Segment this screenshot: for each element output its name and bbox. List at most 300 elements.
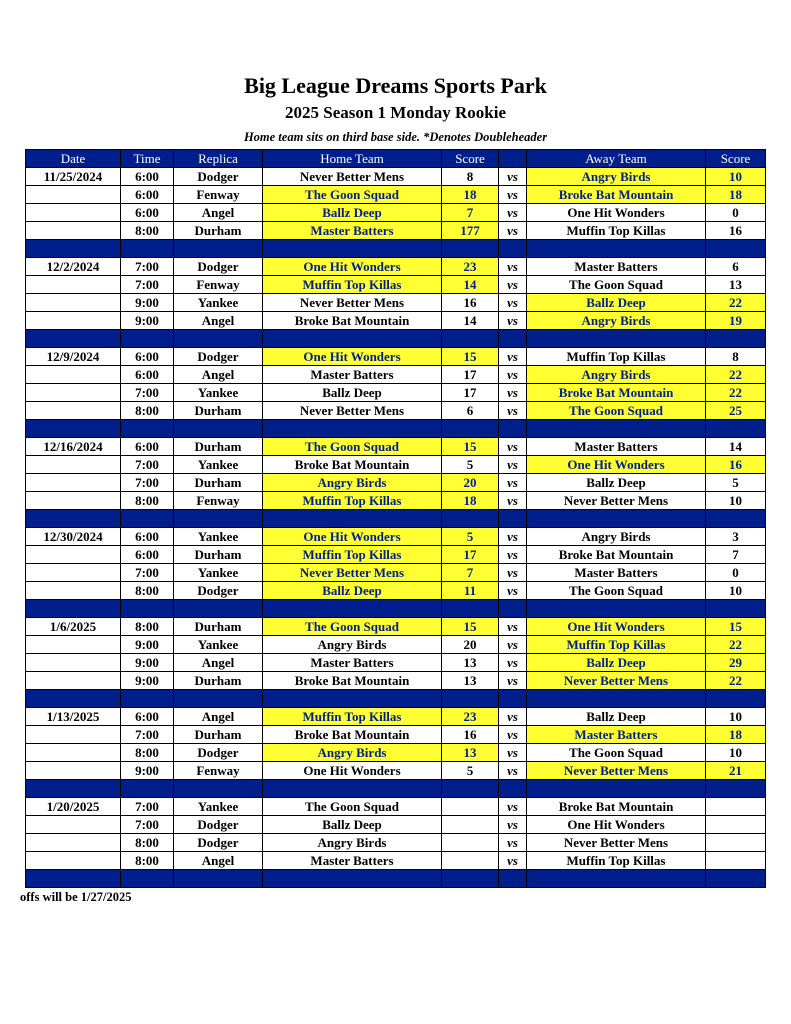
table-header-row xyxy=(26,150,766,168)
away-team-cell: The Goon Squad xyxy=(527,744,706,762)
away-team-cell: One Hit Wonders xyxy=(527,816,706,834)
vs-cell: vs xyxy=(499,186,527,204)
date-cell xyxy=(26,816,121,834)
home-team-cell: The Goon Squad xyxy=(263,618,442,636)
week-separator-row xyxy=(26,870,766,888)
home-team-cell: Angry Birds xyxy=(263,474,442,492)
home-team-cell: Angry Birds xyxy=(263,744,442,762)
away-team-cell: Angry Birds xyxy=(527,528,706,546)
separator-cell xyxy=(263,870,442,888)
table-row xyxy=(26,582,766,600)
home-score-cell xyxy=(442,816,499,834)
home-score-cell: 23 xyxy=(442,258,499,276)
away-score-cell: 22 xyxy=(706,294,766,312)
separator-cell xyxy=(527,690,706,708)
home-team-cell: Ballz Deep xyxy=(263,204,442,222)
home-score-cell: 18 xyxy=(442,186,499,204)
separator-cell xyxy=(174,870,263,888)
date-cell: 12/16/2024 xyxy=(26,438,121,456)
home-team-cell: Never Better Mens xyxy=(263,564,442,582)
home-team-cell: Ballz Deep xyxy=(263,384,442,402)
date-cell: 12/30/2024 xyxy=(26,528,121,546)
separator-cell xyxy=(121,780,174,798)
date-cell xyxy=(26,636,121,654)
vs-cell: vs xyxy=(499,294,527,312)
away-score-cell: 25 xyxy=(706,402,766,420)
away-score-cell: 6 xyxy=(706,258,766,276)
separator-cell xyxy=(442,240,499,258)
home-team-cell: One Hit Wonders xyxy=(263,348,442,366)
separator-cell xyxy=(26,420,121,438)
time-cell: 7:00 xyxy=(121,474,174,492)
home-score-cell: 17 xyxy=(442,366,499,384)
away-score-cell: 22 xyxy=(706,636,766,654)
separator-cell xyxy=(527,870,706,888)
home-score-cell: 8 xyxy=(442,168,499,186)
table-row xyxy=(26,672,766,690)
date-cell xyxy=(26,582,121,600)
vs-cell: vs xyxy=(499,564,527,582)
away-score-cell: 16 xyxy=(706,456,766,474)
replica-cell: Yankee xyxy=(174,528,263,546)
table-row xyxy=(26,636,766,654)
separator-cell xyxy=(121,690,174,708)
home-team-cell: Broke Bat Mountain xyxy=(263,672,442,690)
week-separator-row xyxy=(26,510,766,528)
home-team-cell: Master Batters xyxy=(263,852,442,870)
time-cell: 6:00 xyxy=(121,438,174,456)
vs-cell: vs xyxy=(499,654,527,672)
separator-cell xyxy=(26,240,121,258)
header-date: Date xyxy=(26,150,121,168)
home-team-cell: Broke Bat Mountain xyxy=(263,726,442,744)
separator-cell xyxy=(26,330,121,348)
week-separator-row xyxy=(26,240,766,258)
home-team-cell: One Hit Wonders xyxy=(263,528,442,546)
time-cell: 8:00 xyxy=(121,582,174,600)
separator-cell xyxy=(174,690,263,708)
time-cell: 9:00 xyxy=(121,636,174,654)
separator-cell xyxy=(263,330,442,348)
away-score-cell: 22 xyxy=(706,672,766,690)
home-team-cell: Ballz Deep xyxy=(263,816,442,834)
date-cell: 1/20/2025 xyxy=(26,798,121,816)
table-row xyxy=(26,222,766,240)
separator-cell xyxy=(121,870,174,888)
away-score-cell: 3 xyxy=(706,528,766,546)
replica-cell: Angel xyxy=(174,366,263,384)
away-team-cell: Muffin Top Killas xyxy=(527,222,706,240)
date-cell xyxy=(26,654,121,672)
separator-cell xyxy=(174,780,263,798)
separator-cell xyxy=(263,690,442,708)
time-cell: 7:00 xyxy=(121,798,174,816)
away-team-cell: Angry Birds xyxy=(527,312,706,330)
header-home-team: Home Team xyxy=(263,150,442,168)
home-score-cell: 13 xyxy=(442,672,499,690)
home-team-cell: Muffin Top Killas xyxy=(263,492,442,510)
separator-cell xyxy=(499,510,527,528)
table-row xyxy=(26,348,766,366)
time-cell: 7:00 xyxy=(121,726,174,744)
replica-cell: Yankee xyxy=(174,636,263,654)
time-cell: 6:00 xyxy=(121,366,174,384)
schedule-table xyxy=(25,149,766,888)
vs-cell: vs xyxy=(499,456,527,474)
table-row xyxy=(26,744,766,762)
vs-cell: vs xyxy=(499,168,527,186)
away-score-cell xyxy=(706,798,766,816)
vs-cell: vs xyxy=(499,276,527,294)
away-team-cell: The Goon Squad xyxy=(527,276,706,294)
header-away-team: Away Team xyxy=(527,150,706,168)
home-score-cell: 18 xyxy=(442,492,499,510)
time-cell: 8:00 xyxy=(121,744,174,762)
page-subtitle: 2025 Season 1 Monday Rookie xyxy=(284,103,507,122)
away-score-cell: 10 xyxy=(706,168,766,186)
time-cell: 6:00 xyxy=(121,546,174,564)
home-team-cell: Master Batters xyxy=(263,654,442,672)
home-score-cell: 15 xyxy=(442,348,499,366)
vs-cell: vs xyxy=(499,834,527,852)
time-cell: 8:00 xyxy=(121,492,174,510)
separator-cell xyxy=(26,690,121,708)
separator-cell xyxy=(527,510,706,528)
vs-cell: vs xyxy=(499,222,527,240)
table-row xyxy=(26,726,766,744)
schedule-body xyxy=(26,168,766,888)
time-cell: 8:00 xyxy=(121,222,174,240)
home-team-cell: Ballz Deep xyxy=(263,582,442,600)
separator-cell xyxy=(121,600,174,618)
home-team-cell: The Goon Squad xyxy=(263,186,442,204)
replica-cell: Angel xyxy=(174,654,263,672)
home-score-cell xyxy=(442,834,499,852)
time-cell: 7:00 xyxy=(121,258,174,276)
away-team-cell: Muffin Top Killas xyxy=(527,348,706,366)
time-cell: 8:00 xyxy=(121,834,174,852)
replica-cell: Dodger xyxy=(174,816,263,834)
separator-cell xyxy=(706,420,766,438)
replica-cell: Durham xyxy=(174,474,263,492)
away-team-cell: Master Batters xyxy=(527,258,706,276)
away-score-cell xyxy=(706,834,766,852)
away-score-cell: 13 xyxy=(706,276,766,294)
header-away-score: Score xyxy=(706,150,766,168)
separator-cell xyxy=(121,420,174,438)
vs-cell: vs xyxy=(499,708,527,726)
vs-cell: vs xyxy=(499,636,527,654)
separator-cell xyxy=(442,780,499,798)
home-score-cell: 13 xyxy=(442,744,499,762)
date-cell xyxy=(26,366,121,384)
home-score-cell: 23 xyxy=(442,708,499,726)
home-team-cell: One Hit Wonders xyxy=(263,762,442,780)
away-team-cell: Master Batters xyxy=(527,564,706,582)
date-cell xyxy=(26,672,121,690)
away-team-cell: Broke Bat Mountain xyxy=(527,186,706,204)
separator-cell xyxy=(442,330,499,348)
separator-cell xyxy=(527,780,706,798)
away-score-cell: 16 xyxy=(706,222,766,240)
replica-cell: Fenway xyxy=(174,276,263,294)
separator-cell xyxy=(263,600,442,618)
date-cell xyxy=(26,762,121,780)
vs-cell: vs xyxy=(499,204,527,222)
replica-cell: Yankee xyxy=(174,456,263,474)
vs-cell: vs xyxy=(499,312,527,330)
home-team-cell: Never Better Mens xyxy=(263,294,442,312)
time-cell: 9:00 xyxy=(121,762,174,780)
home-score-cell xyxy=(442,798,499,816)
separator-cell xyxy=(706,510,766,528)
date-cell: 12/2/2024 xyxy=(26,258,121,276)
date-cell: 11/25/2024 xyxy=(26,168,121,186)
away-score-cell: 8 xyxy=(706,348,766,366)
separator-cell xyxy=(442,510,499,528)
separator-cell xyxy=(26,870,121,888)
away-score-cell: 10 xyxy=(706,708,766,726)
home-score-cell xyxy=(442,852,499,870)
vs-cell: vs xyxy=(499,672,527,690)
time-cell: 7:00 xyxy=(121,276,174,294)
separator-cell xyxy=(442,420,499,438)
separator-cell xyxy=(263,420,442,438)
time-cell: 7:00 xyxy=(121,456,174,474)
home-score-cell: 5 xyxy=(442,762,499,780)
vs-cell: vs xyxy=(499,384,527,402)
vs-cell: vs xyxy=(499,762,527,780)
home-team-cell: Muffin Top Killas xyxy=(263,276,442,294)
home-score-cell: 15 xyxy=(442,438,499,456)
table-row xyxy=(26,294,766,312)
replica-cell: Durham xyxy=(174,618,263,636)
date-cell xyxy=(26,834,121,852)
table-row xyxy=(26,312,766,330)
home-score-cell: 20 xyxy=(442,474,499,492)
replica-cell: Yankee xyxy=(174,294,263,312)
home-score-cell: 14 xyxy=(442,312,499,330)
home-score-cell: 177 xyxy=(442,222,499,240)
time-cell: 9:00 xyxy=(121,294,174,312)
home-score-cell: 11 xyxy=(442,582,499,600)
separator-cell xyxy=(174,330,263,348)
separator-cell xyxy=(174,240,263,258)
table-row xyxy=(26,816,766,834)
replica-cell: Fenway xyxy=(174,186,263,204)
away-team-cell: Broke Bat Mountain xyxy=(527,798,706,816)
vs-cell: vs xyxy=(499,798,527,816)
separator-cell xyxy=(499,780,527,798)
separator-cell xyxy=(442,870,499,888)
vs-cell: vs xyxy=(499,852,527,870)
date-cell xyxy=(26,312,121,330)
date-cell xyxy=(26,222,121,240)
table-row xyxy=(26,456,766,474)
separator-cell xyxy=(706,870,766,888)
vs-cell: vs xyxy=(499,744,527,762)
away-score-cell: 18 xyxy=(706,186,766,204)
table-row xyxy=(26,276,766,294)
home-score-cell: 16 xyxy=(442,294,499,312)
time-cell: 8:00 xyxy=(121,852,174,870)
separator-cell xyxy=(706,330,766,348)
separator-cell xyxy=(527,600,706,618)
time-cell: 6:00 xyxy=(121,204,174,222)
playoffs-footer: offs will be 1/27/2025 xyxy=(20,890,132,904)
replica-cell: Durham xyxy=(174,222,263,240)
home-team-cell: Never Better Mens xyxy=(263,402,442,420)
separator-cell xyxy=(121,510,174,528)
replica-cell: Dodger xyxy=(174,348,263,366)
separator-cell xyxy=(121,240,174,258)
home-team-cell: Never Better Mens xyxy=(263,168,442,186)
replica-cell: Durham xyxy=(174,438,263,456)
home-score-cell: 5 xyxy=(442,456,499,474)
home-score-cell: 14 xyxy=(442,276,499,294)
date-cell xyxy=(26,294,121,312)
separator-cell xyxy=(527,240,706,258)
replica-cell: Dodger xyxy=(174,582,263,600)
away-team-cell: Ballz Deep xyxy=(527,294,706,312)
week-separator-row xyxy=(26,600,766,618)
away-team-cell: Muffin Top Killas xyxy=(527,852,706,870)
table-row xyxy=(26,168,766,186)
away-score-cell: 19 xyxy=(706,312,766,330)
replica-cell: Yankee xyxy=(174,798,263,816)
separator-cell xyxy=(121,330,174,348)
date-cell xyxy=(26,474,121,492)
replica-cell: Angel xyxy=(174,204,263,222)
date-cell xyxy=(26,492,121,510)
away-score-cell: 18 xyxy=(706,726,766,744)
vs-cell: vs xyxy=(499,438,527,456)
away-score-cell xyxy=(706,816,766,834)
home-team-cell: Broke Bat Mountain xyxy=(263,312,442,330)
home-team-cell: One Hit Wonders xyxy=(263,258,442,276)
date-cell xyxy=(26,276,121,294)
home-team-cell: Muffin Top Killas xyxy=(263,546,442,564)
vs-cell: vs xyxy=(499,402,527,420)
time-cell: 9:00 xyxy=(121,654,174,672)
separator-cell xyxy=(26,510,121,528)
away-team-cell: The Goon Squad xyxy=(527,402,706,420)
separator-cell xyxy=(706,780,766,798)
table-row xyxy=(26,798,766,816)
replica-cell: Angel xyxy=(174,708,263,726)
home-score-cell: 5 xyxy=(442,528,499,546)
replica-cell: Durham xyxy=(174,546,263,564)
replica-cell: Durham xyxy=(174,726,263,744)
schedule-note: Home team sits on third base side. *Denotes Doubleheader xyxy=(243,130,548,144)
away-score-cell: 7 xyxy=(706,546,766,564)
separator-cell xyxy=(26,600,121,618)
home-team-cell: The Goon Squad xyxy=(263,798,442,816)
separator-cell xyxy=(706,600,766,618)
home-score-cell: 6 xyxy=(442,402,499,420)
separator-cell xyxy=(527,420,706,438)
separator-cell xyxy=(706,690,766,708)
separator-cell xyxy=(499,600,527,618)
table-row xyxy=(26,258,766,276)
vs-cell: vs xyxy=(499,528,527,546)
header-vs xyxy=(499,150,527,168)
header-home-score: Score xyxy=(442,150,499,168)
table-row xyxy=(26,402,766,420)
away-score-cell xyxy=(706,852,766,870)
table-row xyxy=(26,366,766,384)
date-cell xyxy=(26,744,121,762)
table-row xyxy=(26,546,766,564)
replica-cell: Dodger xyxy=(174,258,263,276)
table-row xyxy=(26,708,766,726)
separator-cell xyxy=(174,510,263,528)
table-row xyxy=(26,438,766,456)
home-score-cell: 17 xyxy=(442,546,499,564)
home-score-cell: 15 xyxy=(442,618,499,636)
vs-cell: vs xyxy=(499,258,527,276)
vs-cell: vs xyxy=(499,726,527,744)
time-cell: 7:00 xyxy=(121,384,174,402)
separator-cell xyxy=(706,240,766,258)
separator-cell xyxy=(263,780,442,798)
time-cell: 6:00 xyxy=(121,528,174,546)
date-cell xyxy=(26,384,121,402)
home-score-cell: 13 xyxy=(442,654,499,672)
replica-cell: Fenway xyxy=(174,492,263,510)
table-row xyxy=(26,474,766,492)
date-cell xyxy=(26,186,121,204)
away-score-cell: 29 xyxy=(706,654,766,672)
separator-cell xyxy=(263,510,442,528)
time-cell: 8:00 xyxy=(121,402,174,420)
table-row xyxy=(26,834,766,852)
replica-cell: Dodger xyxy=(174,834,263,852)
home-team-cell: Angry Birds xyxy=(263,834,442,852)
table-row xyxy=(26,384,766,402)
replica-cell: Durham xyxy=(174,402,263,420)
table-row xyxy=(26,762,766,780)
replica-cell: Angel xyxy=(174,852,263,870)
header-time: Time xyxy=(121,150,174,168)
away-team-cell: Angry Birds xyxy=(527,366,706,384)
separator-cell xyxy=(174,420,263,438)
away-score-cell: 14 xyxy=(706,438,766,456)
table-row xyxy=(26,492,766,510)
time-cell: 6:00 xyxy=(121,708,174,726)
week-separator-row xyxy=(26,330,766,348)
vs-cell: vs xyxy=(499,348,527,366)
table-row xyxy=(26,618,766,636)
table-row xyxy=(26,564,766,582)
replica-cell: Angel xyxy=(174,312,263,330)
away-team-cell: Master Batters xyxy=(527,726,706,744)
replica-cell: Yankee xyxy=(174,564,263,582)
table-row xyxy=(26,654,766,672)
time-cell: 9:00 xyxy=(121,312,174,330)
time-cell: 7:00 xyxy=(121,564,174,582)
home-score-cell: 7 xyxy=(442,564,499,582)
away-score-cell: 15 xyxy=(706,618,766,636)
replica-cell: Fenway xyxy=(174,762,263,780)
home-score-cell: 17 xyxy=(442,384,499,402)
away-team-cell: Never Better Mens xyxy=(527,672,706,690)
home-team-cell: Master Batters xyxy=(263,366,442,384)
date-cell xyxy=(26,204,121,222)
replica-cell: Durham xyxy=(174,672,263,690)
separator-cell xyxy=(499,420,527,438)
home-team-cell: The Goon Squad xyxy=(263,438,442,456)
